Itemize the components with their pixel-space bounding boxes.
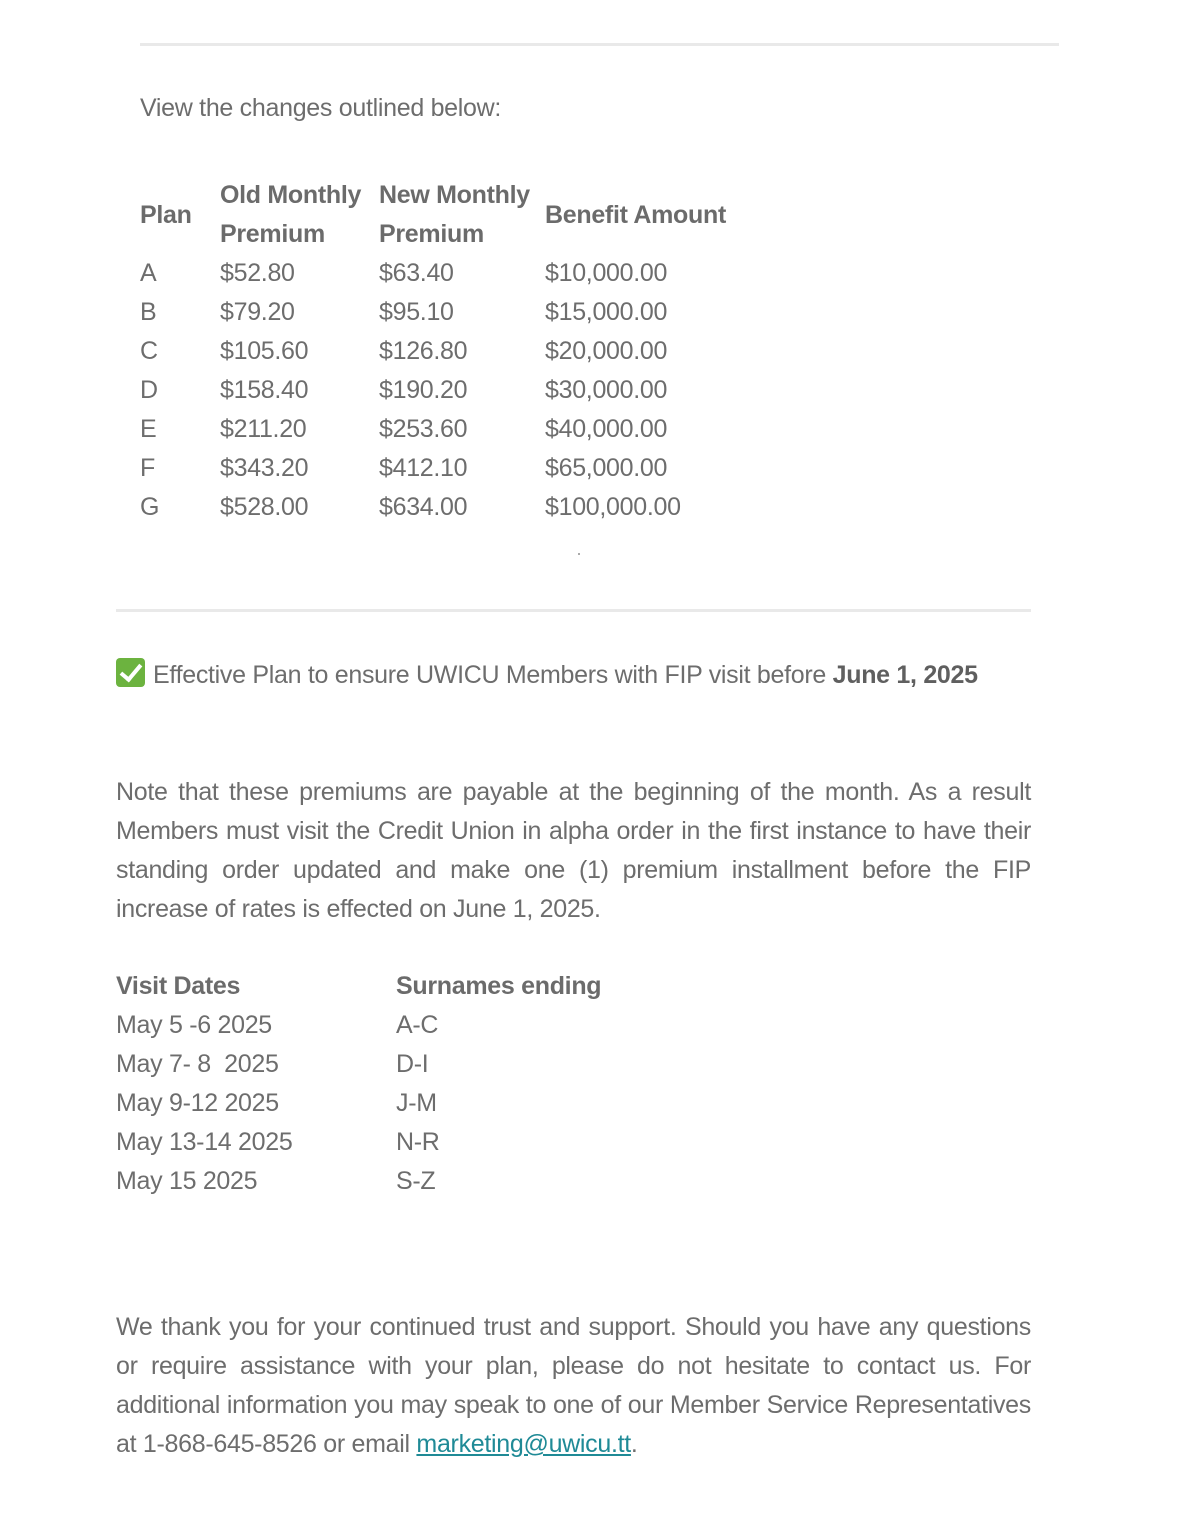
table-header-row [116,967,656,1006]
thanks-text: We thank you for your continued trust and support. Should you have any questions or require assistance with your plan, please do not hesitate to contact us. For additional information you may speak to one of our Member Service Representatives at 1-868-645-8526 or email [116,1313,1031,1458]
table-row [140,410,765,449]
visit-schedule-table [116,967,656,1201]
cell-surnames: A-C [396,1011,439,1039]
cell-benefit: $30,000.00 [545,376,668,404]
effective-plan-line [116,656,996,695]
cell-new: $634.00 [379,493,468,521]
cell-date: May 5 -6 2025 [116,1011,272,1039]
note-paragraph: Note that these premiums are payable at the beginning of the month. As a result Members must visit the Credit Union in alpha order in the first instance to have their standing order updated and make one (1) premium installment before the FIP increase of rates is effected on June 1, 2025. [116,778,1031,923]
table-row [116,1123,656,1162]
cell-date: May 15 2025 [116,1167,258,1195]
cell-benefit: $10,000.00 [545,259,668,287]
cell-benefit: $40,000.00 [545,415,668,443]
cell-old: $52.80 [220,259,295,287]
cell-old: $211.20 [220,415,307,443]
cell-plan: G [140,493,160,521]
table-row [140,449,765,488]
table-row [116,1045,656,1084]
table-row [116,1006,656,1045]
table-row [140,371,765,410]
stray-dot [578,553,580,555]
cell-benefit: $65,000.00 [545,454,668,482]
cell-surnames: N-R [396,1128,440,1156]
table-row [140,293,765,332]
cell-new: $63.40 [379,259,454,287]
thanks-paragraph [116,1308,1031,1464]
cell-date: May 9-12 2025 [116,1089,279,1117]
cell-date: May 13-14 2025 [116,1128,293,1156]
cell-old: $343.20 [220,454,309,482]
header-new-premium: New Monthly Premium [379,181,530,248]
cell-old: $79.20 [220,298,295,326]
table-row [140,488,765,527]
check-mark-icon [116,658,145,687]
intro-text: View the changes outlined below: [140,94,502,122]
trailing-period: . [630,1430,638,1458]
cell-plan: B [140,298,157,326]
header-plan: Plan [140,200,192,229]
cell-plan: C [140,337,158,365]
cell-surnames: J-M [396,1089,437,1117]
cell-surnames: D-I [396,1050,429,1078]
table-header-row [140,176,765,254]
cell-benefit: $15,000.00 [545,298,668,326]
cell-new: $95.10 [379,298,454,326]
cell-old: $528.00 [220,493,309,521]
table-row [116,1162,656,1201]
cell-plan: E [140,415,157,443]
divider [116,609,1031,612]
header-surnames: Surnames ending [396,972,602,1000]
cell-benefit: $20,000.00 [545,337,668,365]
table-row [140,332,765,371]
table-row [140,254,765,293]
cell-old: $105.60 [220,337,309,365]
email-link[interactable]: marketing@uwicu.tt [416,1430,631,1458]
header-visit-dates: Visit Dates [116,972,241,1000]
effective-text: Effective Plan to ensure UWICU Members with FIP visit before [153,661,833,689]
cell-new: $253.60 [379,415,468,443]
cell-new: $412.10 [379,454,468,482]
cell-benefit: $100,000.00 [545,493,681,521]
cell-plan: A [140,259,157,287]
cell-old: $158.40 [220,376,309,404]
divider [140,43,1059,46]
header-benefit: Benefit Amount [545,200,726,229]
cell-new: $190.20 [379,376,468,404]
header-old-premium: Old Monthly Premium [220,181,362,248]
cell-plan: D [140,376,158,404]
cell-new: $126.80 [379,337,468,365]
table-row [116,1084,656,1123]
effective-date: June 1, 2025 [832,661,978,689]
premium-table [140,176,765,527]
cell-plan: F [140,454,155,482]
cell-surnames: S-Z [396,1167,436,1195]
cell-date: May 7- 8 2025 [116,1050,279,1078]
